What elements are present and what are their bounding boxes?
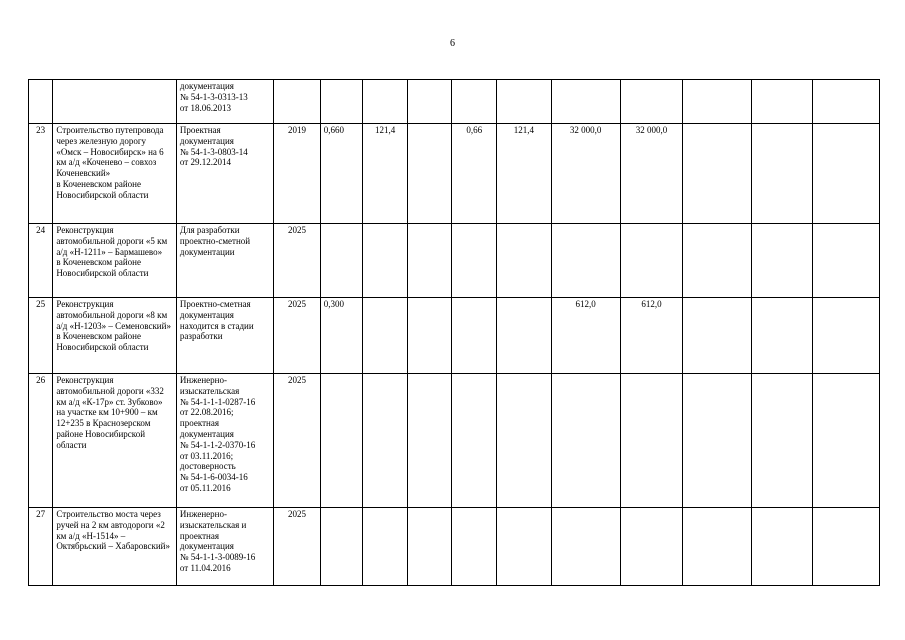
object-name: Реконструкция автомобильной дороги «8 км а/д «Н-1203» – Семеновский» в Коченевском районе Новосибирской области <box>53 298 177 374</box>
cell-c10: 32 000,0 <box>551 124 620 224</box>
cell-c13 <box>752 298 813 374</box>
year: 2025 <box>274 224 321 298</box>
cell-c14 <box>813 508 880 586</box>
cell-c6 <box>363 508 408 586</box>
cell-c9: 121,4 <box>496 124 551 224</box>
cell-c9 <box>496 298 551 374</box>
cell-c12 <box>683 374 752 508</box>
table-row <box>29 224 880 298</box>
row-number: 26 <box>29 374 53 508</box>
road-objects-table <box>28 79 880 586</box>
documentation: документация № 54-1-3-0313-13 от 18.06.2013 <box>176 80 273 124</box>
cell-c11 <box>620 80 683 124</box>
cell-c12 <box>683 224 752 298</box>
cell-c13 <box>752 508 813 586</box>
cell-c7 <box>407 124 452 224</box>
row-number: 25 <box>29 298 53 374</box>
cell-c8 <box>452 80 497 124</box>
cell-c6 <box>363 80 408 124</box>
cell-c6: 121,4 <box>363 124 408 224</box>
cell-c11 <box>620 374 683 508</box>
cell-c10 <box>551 508 620 586</box>
documentation: Проектная документация № 54-1-3-0803-14 от 29.12.2014 <box>176 124 273 224</box>
table-row <box>29 80 880 124</box>
row-number: 23 <box>29 124 53 224</box>
cell-c12 <box>683 298 752 374</box>
cell-c13 <box>752 374 813 508</box>
table-row <box>29 124 880 224</box>
cell-c11 <box>620 508 683 586</box>
cell-c5 <box>320 374 363 508</box>
year: 2019 <box>274 124 321 224</box>
cell-c7 <box>407 374 452 508</box>
documentation: Проектно-сметная документация находится в стадии разработки <box>176 298 273 374</box>
cell-c9 <box>496 224 551 298</box>
year: 2025 <box>274 298 321 374</box>
cell-c10 <box>551 80 620 124</box>
year: 2025 <box>274 508 321 586</box>
documentation: Для разработки проектно-сметной документации <box>176 224 273 298</box>
cell-c7 <box>407 224 452 298</box>
row-number: 27 <box>29 508 53 586</box>
object-name: Строительство моста через ручей на 2 км автодороги «2 км а/д «Н-1514» – Октябрьский – Хабаровский» <box>53 508 177 586</box>
cell-c11: 32 000,0 <box>620 124 683 224</box>
cell-c12 <box>683 80 752 124</box>
cell-c5 <box>320 508 363 586</box>
cell-c5 <box>320 224 363 298</box>
documentation: Инженерно-изыскательская № 54-1-1-1-0287-16 от 22.08.2016; проектная документация № 54-1-1-2-0370-16 от 03.11.2016; достоверность № 54-1-6-0034-16 от 05.11.2016 <box>176 374 273 508</box>
cell-c5 <box>320 80 363 124</box>
cell-c12 <box>683 508 752 586</box>
cell-c5: 0,660 <box>320 124 363 224</box>
cell-c6 <box>363 374 408 508</box>
cell-c10 <box>551 374 620 508</box>
year <box>274 80 321 124</box>
cell-c14 <box>813 298 880 374</box>
cell-c11 <box>620 224 683 298</box>
cell-c13 <box>752 224 813 298</box>
documentation: Инженерно-изыскательская и проектная документация № 54-1-1-3-0089-16 от 11.04.2016 <box>176 508 273 586</box>
page-number: 6 <box>450 38 455 49</box>
object-name: Реконструкция автомобильной дороги «332 км а/д «К-17р» ст. Зубково» на участке км 10+900 – км 12+235 в Краснозерском районе Новосибирской области <box>53 374 177 508</box>
cell-c9 <box>496 374 551 508</box>
object-name: Реконструкция автомобильной дороги «5 км а/д «Н-1211» – Бармашево» в Коченевском районе Новосибирской области <box>53 224 177 298</box>
cell-c5: 0,300 <box>320 298 363 374</box>
cell-c6 <box>363 224 408 298</box>
cell-c14 <box>813 224 880 298</box>
cell-c12 <box>683 124 752 224</box>
table-row <box>29 508 880 586</box>
cell-c14 <box>813 124 880 224</box>
cell-c14 <box>813 80 880 124</box>
cell-c10: 612,0 <box>551 298 620 374</box>
cell-c13 <box>752 124 813 224</box>
table-row <box>29 374 880 508</box>
cell-c7 <box>407 508 452 586</box>
object-name: Строительство путепровода через железную дорогу «Омск – Новосибирск» на 6 км а/д «Коченево – совхоз Коченевский» в Коченевском районе Новосибирской области <box>53 124 177 224</box>
row-number: 24 <box>29 224 53 298</box>
cell-c7 <box>407 80 452 124</box>
cell-c10 <box>551 224 620 298</box>
cell-c8 <box>452 224 497 298</box>
cell-c9 <box>496 80 551 124</box>
cell-c8 <box>452 374 497 508</box>
object-name <box>53 80 177 124</box>
cell-c13 <box>752 80 813 124</box>
cell-c14 <box>813 374 880 508</box>
year: 2025 <box>274 374 321 508</box>
cell-c9 <box>496 508 551 586</box>
cell-c8: 0,66 <box>452 124 497 224</box>
row-number <box>29 80 53 124</box>
cell-c6 <box>363 298 408 374</box>
table-row <box>29 298 880 374</box>
cell-c11: 612,0 <box>620 298 683 374</box>
cell-c8 <box>452 508 497 586</box>
cell-c8 <box>452 298 497 374</box>
cell-c7 <box>407 298 452 374</box>
